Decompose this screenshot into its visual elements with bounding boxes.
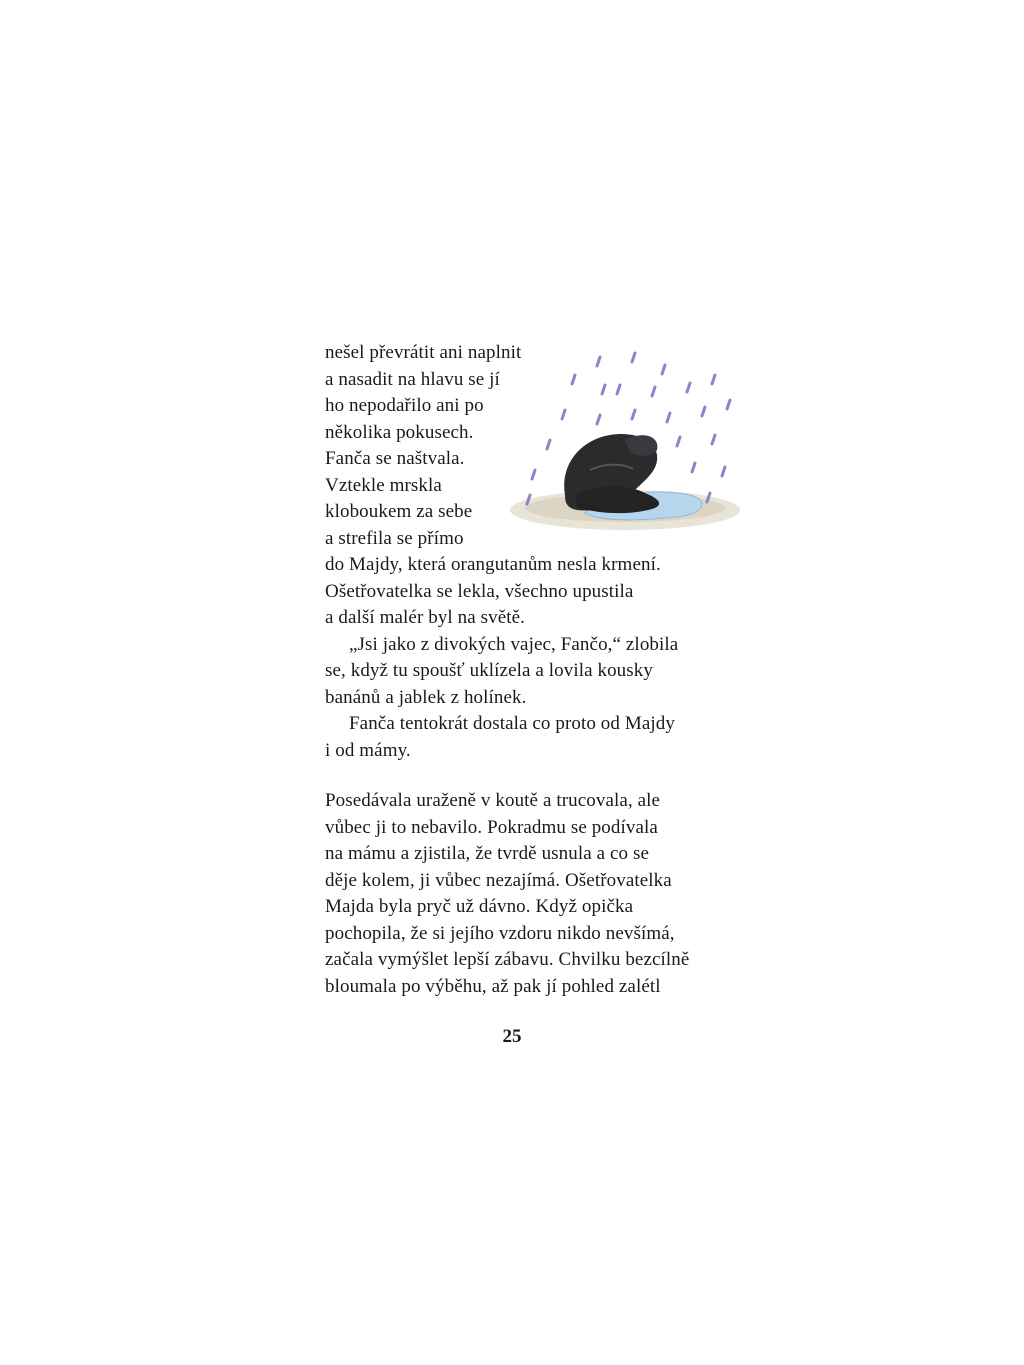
text-line: ho nepodařilo ani po — [325, 395, 484, 416]
text-block-bottom — [325, 788, 725, 1000]
rain-drop — [652, 387, 655, 396]
rain-drop — [602, 385, 605, 394]
text-line: banánů a jablek z holínek. — [325, 686, 527, 708]
page-number: 25 — [502, 1026, 522, 1047]
rain-drop — [547, 440, 550, 449]
text-line: Vztekle mrskla — [325, 474, 442, 496]
rain-drop — [572, 375, 575, 384]
text-line: Fanča tentokrát dostala co proto od Majdy — [349, 713, 675, 734]
rain-drop — [712, 435, 715, 444]
rain-drop — [687, 383, 690, 392]
text-line: Majda byla pryč už dávno. Když opička — [325, 896, 634, 917]
rain-drop — [692, 463, 695, 472]
rain-drop — [662, 365, 665, 374]
text-line: Fanča se naštvala. — [325, 448, 465, 469]
text-line: Posedávala uraženě v koutě a trucovala, ale — [325, 790, 661, 811]
text-line: Ošetřovatelka se lekla, všechno upustila — [325, 580, 634, 602]
rain-drop — [722, 467, 725, 476]
rain-drop — [597, 357, 600, 366]
hat — [564, 434, 659, 513]
hat-in-rain-illustration — [505, 345, 740, 535]
rain-drop — [727, 400, 730, 409]
rain-drop — [702, 407, 705, 416]
rain-drop — [712, 375, 715, 384]
text-line: se, když tu spoušť uklízela a lovila kousky — [325, 660, 653, 681]
text-line: a strefila se přímo — [325, 527, 464, 549]
rain-drop — [562, 410, 565, 419]
text-line: začala vymýšlet lepší zábavu. Chvilku bezcílně — [325, 949, 690, 970]
text-line: několika pokusech. — [325, 421, 474, 443]
rain-drop — [532, 470, 535, 479]
text-line: pochopila, že si jejího vzdoru nikdo nevšímá, — [325, 922, 675, 944]
text-line: a nasadit na hlavu se jí — [325, 368, 500, 390]
text-line: vůbec ji to nebavilo. Pokradmu se podívala — [325, 816, 658, 838]
text-line: nešel převrátit ani naplnit — [325, 342, 522, 363]
text-line: bloumala po výběhu, až pak jí pohled zalétl — [325, 975, 661, 997]
rain-drop — [667, 413, 670, 422]
rain-drop — [632, 353, 635, 362]
rain-drop — [597, 415, 600, 424]
text-line: a další malér byl na světě. — [325, 607, 526, 628]
text-line: do Majdy, která orangutanům nesla krmení. — [325, 554, 661, 575]
text-line: „Jsi jako z divokých vajec, Fančo,“ zlobila — [349, 633, 679, 655]
text-line: i od mámy. — [325, 739, 411, 761]
rain-drop — [617, 385, 620, 394]
text-line: děje kolem, ji vůbec nezajímá. Ošetřovatelka — [325, 869, 672, 891]
text-line: na mámu a zjistila, že tvrdě usnula a co se — [325, 843, 650, 864]
text-line: kloboukem za sebe — [325, 501, 473, 522]
rain-drop — [632, 410, 635, 419]
rain-drop — [677, 437, 680, 446]
